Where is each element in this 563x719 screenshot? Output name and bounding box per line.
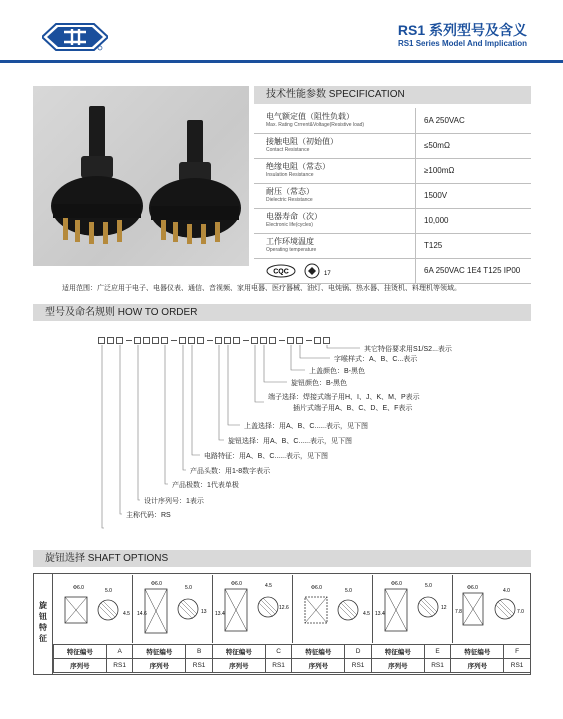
spec-row: 电气额定值（阻性负载） Max. Rating Crrrent&Voltage(Resistive load) 6A 250VAC — [254, 108, 531, 133]
spec-row-certification: CQC 17 6A 250VAC 1E4 T125 IP00 — [254, 258, 531, 283]
shaft-drawing-a — [53, 575, 133, 643]
page-title: RS1 系列型号及含义 — [397, 22, 527, 38]
shaft-drawing-b — [133, 575, 213, 643]
order-label-terminal-plug: 插片式端子用A、B、C、D、E、F表示 — [293, 405, 413, 412]
order-label-circuit: 电路特征：用A、B、C......表示，见下图 — [204, 453, 329, 460]
svg-text:5.0: 5.0 — [345, 588, 352, 594]
svg-text:Φ6.0: Φ6.0 — [391, 581, 402, 587]
spec-row: 接触电阻（初始值） Contact Resistance ≤50mΩ — [254, 133, 531, 158]
svg-text:4.5: 4.5 — [123, 611, 130, 617]
spec-heading: 技术性能参数 SPECIFICATION — [254, 86, 531, 104]
svg-text:13: 13 — [201, 609, 207, 615]
page-subtitle: RS1 Series Model And Implication — [397, 39, 527, 48]
spec-row: 耐压（常态） Dielectric Resistance 1500V — [254, 183, 531, 208]
svg-text:Φ6.0: Φ6.0 — [73, 585, 84, 591]
svg-text:4.5: 4.5 — [265, 583, 272, 589]
shaft-code-table — [53, 644, 531, 673]
svg-text:CQC: CQC — [273, 268, 289, 275]
order-label-cover: 上盖选择：用A、B、C......表示，见下图 — [244, 423, 369, 430]
spec-row: 工作环境温度 Operating temperature T125 — [254, 233, 531, 258]
order-label-cover-color: 上盖颜色：B-黑色 — [309, 368, 365, 375]
svg-text:7.0: 7.0 — [517, 609, 524, 615]
svg-text:Φ6.0: Φ6.0 — [231, 581, 242, 587]
svg-text:5.0: 5.0 — [425, 583, 432, 589]
svg-text:13.4: 13.4 — [375, 611, 385, 617]
svg-text:4.0: 4.0 — [503, 588, 510, 594]
svg-text:17: 17 — [324, 270, 331, 277]
svg-text:Φ6.0: Φ6.0 — [311, 585, 322, 591]
shaft-drawing-f — [453, 575, 531, 643]
shaft-drawing-c — [213, 575, 293, 643]
svg-text:13.4: 13.4 — [215, 611, 225, 617]
svg-text:5.0: 5.0 — [105, 588, 112, 594]
svg-text:4.5: 4.5 — [363, 611, 370, 617]
svg-text:Φ6.0: Φ6.0 — [151, 581, 162, 587]
order-label-terminal-solder: 端子选择：焊接式端子用H、I、J、K、M、P表示 — [268, 394, 420, 401]
svg-text:12.6: 12.6 — [279, 605, 289, 611]
order-label-code: 主称代码：RS — [126, 512, 171, 519]
shaft-feature-row: 特征编号 A 特征编号 B 特征编号 C 特征编号 D 特征编号 E 特征编号 F — [54, 645, 531, 659]
order-label-knob: 旋钮选择：用A、B、C......表示，见下图 — [228, 438, 353, 445]
order-label-poles: 产品极数：1代表单极 — [172, 482, 239, 489]
order-label-knob-color: 旋钮颜色：B-黑色 — [291, 380, 347, 387]
application-scope: 适用范围：广泛应用于电子、电器仪表、通信、音视频、家用电器、医疗器械、油灯、电炖锅、热水器、挂烫机、料理机等领域。 — [62, 285, 461, 292]
order-heading: 型号及命名规则 HOW TO ORDER — [33, 304, 531, 321]
order-label-special: 其它特俗要求用S1/S2...表示 — [364, 346, 452, 353]
shaft-drawing-d — [293, 575, 373, 643]
shaft-side-label: 旋钮特征 — [33, 573, 53, 675]
shaft-series-row: 序列号 RS1 序列号 RS1 序列号 RS1 序列号 RS1 序列号 RS1 序列号 RS1 — [54, 659, 531, 673]
order-label-series: 设计序列号：1表示 — [144, 498, 204, 505]
order-label-heads: 产品头数：用1-8数字表示 — [190, 468, 271, 475]
spec-row: 电器寿命（次） Electronic life(cycles) 10,000 — [254, 208, 531, 233]
svg-text:7.8: 7.8 — [455, 609, 462, 615]
svg-text:14.6: 14.6 — [137, 611, 147, 617]
svg-text:Φ6.0: Φ6.0 — [467, 585, 478, 591]
spec-row: 绝缘电阻（常态） Insulation Resistance ≥100mΩ — [254, 158, 531, 183]
svg-text:12: 12 — [441, 605, 447, 611]
shaft-drawing-e — [373, 575, 453, 643]
order-label-throat: 字喉样式：A、B、C...表示 — [334, 356, 418, 363]
svg-text:5.0: 5.0 — [185, 585, 192, 591]
shaft-heading: 旋钮选择 SHAFT OPTIONS — [33, 550, 531, 567]
